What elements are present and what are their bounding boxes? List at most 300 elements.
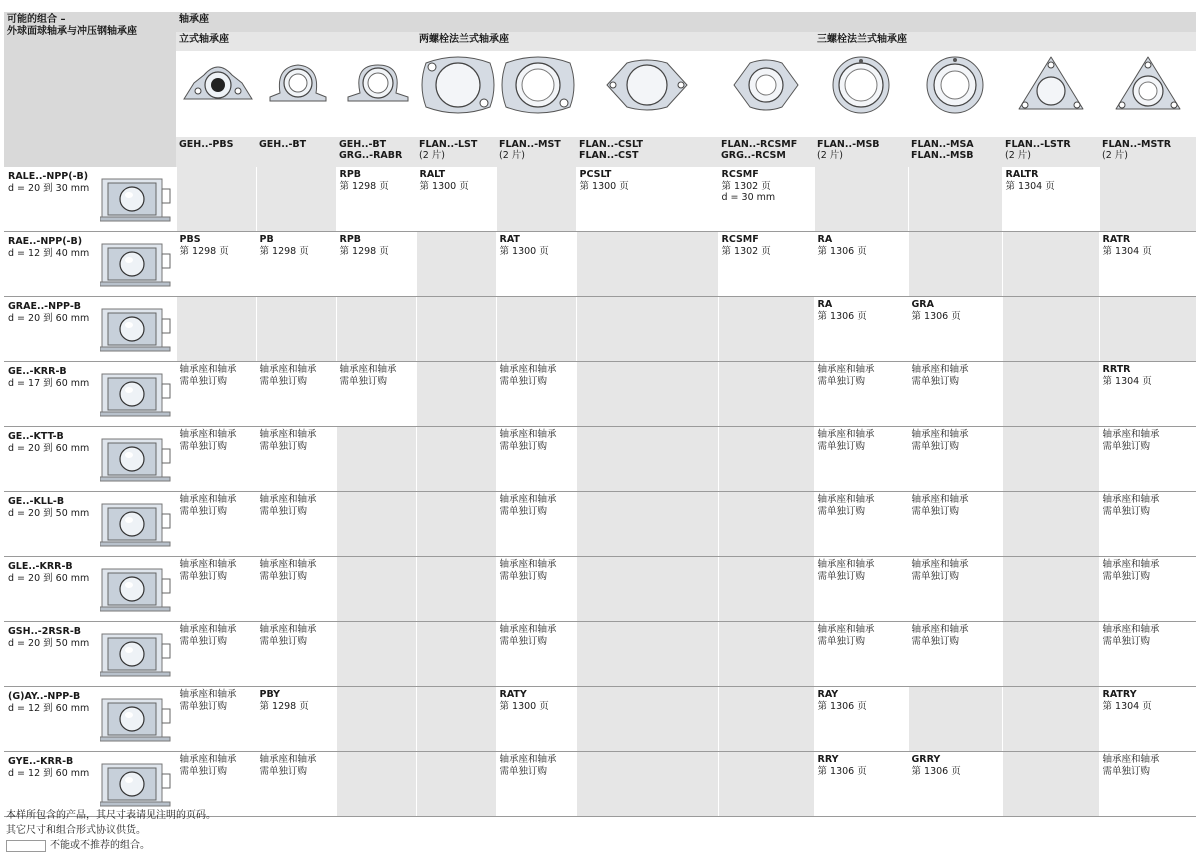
bearing-type: GE..-KRR-B [8,366,67,377]
table-row [4,427,1196,492]
cell-text: 轴承座和轴承 [1102,754,1160,765]
legend [6,838,216,853]
cell-text: 轴承座和轴承 [179,364,237,375]
combination-cell [176,622,256,687]
housing-image-7 [814,51,908,137]
combination-cell [496,362,576,427]
housing-designation: GRRY [911,754,941,765]
housing-image-4 [496,51,576,137]
housing-code-line1: FLAN..-MST [499,139,561,150]
combination-cell [256,752,336,817]
bearing-text [8,691,98,714]
cell-text-2: 需单独订购 [911,440,960,452]
unavailable-cell [176,297,256,362]
cell-text-2: 需单独订购 [259,765,308,777]
combination-cell [814,557,908,622]
bearing-text [8,431,98,454]
cell-text: 第 1300 页 [499,245,549,257]
combination-table [4,12,1196,817]
cell-text: 第 1306 页 [817,310,867,322]
housing-designation: RAY [817,689,839,700]
footer-line2: 其它尺寸和组合形式协议供货。 [6,825,146,836]
cell-text-2: 需单独订购 [179,440,228,452]
combination-cell [1099,492,1196,557]
combination-cell [496,687,576,752]
unavailable-cell [814,167,908,232]
housing-image-8 [908,51,1002,137]
housing-code-line1: GEH..-BT [259,139,307,150]
housing-designation: GRA [911,299,934,310]
combination-cell [1099,232,1196,297]
cell-text-2: 需单独订购 [339,375,388,387]
cell-text: 轴承座和轴承 [911,624,969,635]
cell-text-2: 需单独订购 [499,440,548,452]
table-row [4,752,1196,817]
bearing-text [8,626,98,649]
housing-image-0 [176,51,256,137]
combination-cell [256,492,336,557]
combination-cell [256,687,336,752]
combination-cell [814,297,908,362]
cell-text: 轴承座和轴承 [817,624,875,635]
unavailable-cell [718,427,814,492]
unavailable-cell [256,167,336,232]
cell-text: 第 1300 页 [499,700,549,712]
unavailable-cell [576,232,718,297]
cell-text: 轴承座和轴承 [259,624,317,635]
bearing-type: RALE..-NPP(-B) [8,171,89,182]
housing-code-line1: GEH..-BT [339,139,387,150]
corner-line1: 可能的组合 – [7,14,66,25]
bearing-text [8,301,98,324]
cell-text: 第 1298 页 [179,245,229,257]
housing-designation: PB [259,234,274,245]
housing-code-1 [256,137,336,167]
combination-cell [814,232,908,297]
unavailable-cell [416,687,496,752]
cell-text: 轴承座和轴承 [179,624,237,635]
combination-cell [1099,687,1196,752]
housing-code-line2: FLAN..-MSB [911,150,974,161]
housing-code-line1: FLAN..-CSLT [579,139,643,150]
unavailable-cell [416,232,496,297]
unavailable-cell [1002,362,1099,427]
unavailable-cell [718,687,814,752]
housing-designation: RPB [339,234,362,245]
bearing-type: GYE..-KRR-B [8,756,74,767]
combination-cell [336,167,416,232]
unavailable-cell [576,687,718,752]
cell-text: 轴承座和轴承 [817,364,875,375]
bearing-size-range: d = 20 到 50 mm [8,507,90,519]
housing-code-4 [496,137,576,167]
housing-code-5 [576,137,718,167]
cell-text: 轴承座和轴承 [499,624,557,635]
unavailable-cell [576,752,718,817]
unavailable-cell [1002,492,1099,557]
housing-code-line1: FLAN..-MSA [911,139,974,150]
cell-text-2: 需单独订购 [259,375,308,387]
housing-designation: RAT [499,234,520,245]
housing-designation: PCSLT [579,169,612,180]
unavailable-cell [496,167,576,232]
cell-text: 轴承座和轴承 [911,364,969,375]
bearing-label [4,427,176,492]
cell-text: 轴承座和轴承 [499,559,557,570]
bearing-type: GSH..-2RSR-B [8,626,82,637]
combination-cell [256,427,336,492]
unavailable-cell [496,297,576,362]
unavailable-cell [416,557,496,622]
housing-image-5 [576,51,718,137]
combination-cell [1099,622,1196,687]
unavailable-cell [336,687,416,752]
unavailable-cell [336,427,416,492]
cell-text: 轴承座和轴承 [1102,624,1160,635]
unavailable-cell [576,362,718,427]
cell-text: 第 1306 页 [817,700,867,712]
housing-designation: RALTR [1005,169,1039,180]
housing-designation: RA [817,299,833,310]
bearing-image [100,173,174,223]
housing-image-1 [256,51,336,137]
group-header-main: 轴承座 [176,12,1196,32]
unavailable-cell [718,492,814,557]
housing-designation: RATRY [1102,689,1137,700]
combination-cell [1099,427,1196,492]
housing-designation: RCSMF [721,234,759,245]
combination-cell [176,752,256,817]
combination-cell [176,492,256,557]
unavailable-cell [1002,557,1099,622]
unavailable-cell [416,752,496,817]
cell-text-2: 需单独订购 [817,505,866,517]
bearing-size-range: d = 12 到 40 mm [8,247,90,259]
unavailable-cell [416,297,496,362]
bearing-image [100,433,174,483]
cell-text: 轴承座和轴承 [499,754,557,765]
cell-text: 轴承座和轴承 [817,494,875,505]
cell-text-2: 需单独订购 [259,440,308,452]
bearing-label [4,752,176,817]
cell-text: 第 1304 页 [1102,700,1152,712]
housing-code-line1: GEH..-PBS [179,139,234,150]
cell-text-2: 需单独订购 [817,375,866,387]
group-header-three-bolt: 三螺栓法兰式轴承座 [814,32,1196,51]
housing-designation: RPB [339,169,362,180]
housing-code-8 [908,137,1002,167]
combination-cell [908,362,1002,427]
housing-designation: RATY [499,689,527,700]
housing-code-line2: GRG..-RCSM [721,150,786,161]
combination-cell [814,622,908,687]
cell-text: 第 1304 页 [1005,180,1055,192]
bearing-label [4,232,176,297]
bearing-label [4,362,176,427]
bearing-size-range: d = 12 到 60 mm [8,767,90,779]
bearing-image [100,303,174,353]
group-header-two-bolt: 两螺栓法兰式轴承座 [416,32,814,51]
combination-cell [256,557,336,622]
cell-text: 轴承座和轴承 [817,429,875,440]
table-row [4,232,1196,297]
unavailable-cell [336,492,416,557]
bearing-type: GLE..-KRR-B [8,561,73,572]
cell-text: 轴承座和轴承 [911,559,969,570]
bearing-image [100,693,174,743]
cell-text: 第 1304 页 [1102,245,1152,257]
housing-designation: RRY [817,754,839,765]
table-row [4,622,1196,687]
unavailable-cell [718,297,814,362]
combination-cell [1099,362,1196,427]
cell-text-2: d = 30 mm [721,192,776,203]
unavailable-cell [416,622,496,687]
unavailable-cell [576,492,718,557]
combination-cell [496,232,576,297]
cell-text-2: 需单独订购 [817,440,866,452]
cell-text: 轴承座和轴承 [499,429,557,440]
housing-code-line2: (2 片) [499,150,525,161]
cell-text: 第 1298 页 [259,245,309,257]
bearing-image [100,238,174,288]
cell-text: 轴承座和轴承 [911,494,969,505]
unavailable-cell [718,622,814,687]
cell-text-2: 需单独订购 [179,570,228,582]
cell-text: 轴承座和轴承 [179,429,237,440]
combination-cell [256,622,336,687]
combination-cell [336,362,416,427]
combination-cell [814,362,908,427]
cell-text-2: 需单独订购 [817,635,866,647]
cell-text-2: 需单独订购 [499,765,548,777]
combination-cell [908,492,1002,557]
combination-cell [908,427,1002,492]
unavailable-cell [416,427,496,492]
housing-code-10 [1099,137,1196,167]
cell-text: 第 1306 页 [911,765,961,777]
cell-text-2: 需单独订购 [911,505,960,517]
cell-text: 第 1304 页 [1102,375,1152,387]
housing-code-line1: FLAN..-LST [419,139,478,150]
bearing-type: GE..-KTT-B [8,431,64,442]
cell-text-2: 需单独订购 [911,375,960,387]
unavailable-cell [1002,232,1099,297]
unavailable-cell [576,557,718,622]
combination-cell [416,167,496,232]
cell-text: 第 1306 页 [817,245,867,257]
cell-text: 轴承座和轴承 [1102,429,1160,440]
housing-code-line1: FLAN..-LSTR [1005,139,1071,150]
combination-cell [176,362,256,427]
corner-header [4,12,176,167]
cell-text: 第 1302 页 [721,245,771,257]
legend-text: 不能或不推荐的组合。 [50,840,150,851]
unavailable-cell [1002,297,1099,362]
cell-text: 第 1300 页 [579,180,629,192]
footer-line1: 本样所包含的产品，其尺寸表请见注明的页码。 [6,810,216,821]
housing-image-2 [336,51,416,137]
bearing-image [100,628,174,678]
cell-text: 轴承座和轴承 [1102,559,1160,570]
unavailable-cell [718,362,814,427]
combination-cell [814,427,908,492]
unavailable-cell [176,167,256,232]
combination-cell [718,232,814,297]
unavailable-cell [1002,622,1099,687]
bearing-text [8,366,98,389]
cell-text-2: 需单独订购 [179,375,228,387]
unavailable-cell [336,622,416,687]
housing-code-line2: GRG..-RABR [339,150,403,161]
bearing-size-range: d = 20 到 30 mm [8,182,90,194]
housing-code-line1: FLAN..-RCSMF [721,139,798,150]
cell-text-2: 需单独订购 [259,505,308,517]
bearing-type: GRAE..-NPP-B [8,301,82,312]
bearing-text [8,496,98,519]
bearing-size-range: d = 20 到 50 mm [8,637,90,649]
cell-text: 第 1302 页 [721,180,771,192]
cell-text: 第 1298 页 [259,700,309,712]
bearing-label [4,622,176,687]
legend-swatch [6,840,46,852]
combination-cell [496,427,576,492]
unavailable-cell [336,752,416,817]
housing-image-10 [1099,51,1196,137]
cell-text: 轴承座和轴承 [259,754,317,765]
housing-code-line1: FLAN..-MSB [817,139,880,150]
combination-cell [176,427,256,492]
bearing-type: RAE..-NPP(-B) [8,236,83,247]
combination-cell [256,232,336,297]
housing-code-line2: (2 片) [1102,150,1128,161]
combination-cell [176,557,256,622]
combination-cell [1099,557,1196,622]
housing-image-3 [416,51,496,137]
unavailable-cell [1002,427,1099,492]
table-row [4,687,1196,752]
unavailable-cell [908,167,1002,232]
unavailable-cell [908,687,1002,752]
cell-text: 第 1306 页 [817,765,867,777]
bearing-label [4,167,176,232]
bearing-size-range: d = 20 到 60 mm [8,442,90,454]
cell-text-2: 需单独订购 [911,635,960,647]
cell-text: 轴承座和轴承 [179,754,237,765]
combination-cell [496,492,576,557]
cell-text: 轴承座和轴承 [499,494,557,505]
unavailable-cell [1099,167,1196,232]
footer-notes [6,808,216,853]
cell-text: 轴承座和轴承 [259,559,317,570]
bearing-type: (G)AY..-NPP-B [8,691,81,702]
housing-code-line2: (2 片) [1005,150,1031,161]
combination-cell [1002,167,1099,232]
cell-text: 轴承座和轴承 [911,429,969,440]
housing-designation: RATR [1102,234,1131,245]
housing-designation: PBY [259,689,281,700]
cell-text: 轴承座和轴承 [817,559,875,570]
group-header-plummer: 立式轴承座 [176,32,416,51]
housing-code-9 [1002,137,1099,167]
bearing-image [100,368,174,418]
combination-cell [256,362,336,427]
table-row [4,297,1196,362]
housing-image-6 [718,51,814,137]
housing-designation: RRTR [1102,364,1131,375]
unavailable-cell [1002,752,1099,817]
bearing-text [8,171,98,194]
unavailable-cell [336,297,416,362]
cell-text-2: 需单独订购 [1102,570,1151,582]
cell-text: 轴承座和轴承 [179,559,237,570]
cell-text-2: 需单独订购 [259,570,308,582]
bearing-size-range: d = 20 到 60 mm [8,572,90,584]
bearing-image [100,758,174,808]
housing-code-6 [718,137,814,167]
bearing-type: GE..-KLL-B [8,496,65,507]
combination-cell [576,167,718,232]
combination-cell [496,557,576,622]
combination-cell [908,752,1002,817]
unavailable-cell [416,492,496,557]
unavailable-cell [718,752,814,817]
combination-cell [336,232,416,297]
combination-cell [908,622,1002,687]
corner-line2: 外球面球轴承与冲压钢轴承座 [7,26,137,37]
cell-text: 轴承座和轴承 [259,364,317,375]
combination-cell [814,752,908,817]
housing-image-9 [1002,51,1099,137]
cell-text: 轴承座和轴承 [339,364,397,375]
housing-designation: RA [817,234,833,245]
combination-cell [496,752,576,817]
housing-designation: PBS [179,234,201,245]
bearing-image [100,563,174,613]
cell-text: 轴承座和轴承 [1102,494,1160,505]
unavailable-cell [416,362,496,427]
housing-code-line2: (2 片) [817,150,843,161]
combination-cell [908,297,1002,362]
cell-text: 轴承座和轴承 [499,364,557,375]
housing-code-7 [814,137,908,167]
cell-text-2: 需单独订购 [1102,440,1151,452]
housing-designation: RALT [419,169,446,180]
cell-text: 轴承座和轴承 [259,429,317,440]
cell-text: 第 1306 页 [911,310,961,322]
cell-text: 第 1298 页 [339,180,389,192]
housing-code-line1: FLAN..-MSTR [1102,139,1172,150]
combination-cell [496,622,576,687]
cell-text-2: 需单独订购 [179,635,228,647]
cell-text-2: 需单独订购 [499,505,548,517]
housing-code-3 [416,137,496,167]
unavailable-cell [576,622,718,687]
cell-text-2: 需单独订购 [499,570,548,582]
bearing-text [8,756,98,779]
bearing-label [4,687,176,752]
combination-cell [814,492,908,557]
combination-cell [814,687,908,752]
housing-designation: RCSMF [721,169,759,180]
bearing-size-range: d = 12 到 60 mm [8,702,90,714]
unavailable-cell [1002,687,1099,752]
table-row [4,362,1196,427]
unavailable-cell [718,557,814,622]
combination-cell [718,167,814,232]
cell-text: 第 1298 页 [339,245,389,257]
cell-text-2: 需单独订购 [911,570,960,582]
